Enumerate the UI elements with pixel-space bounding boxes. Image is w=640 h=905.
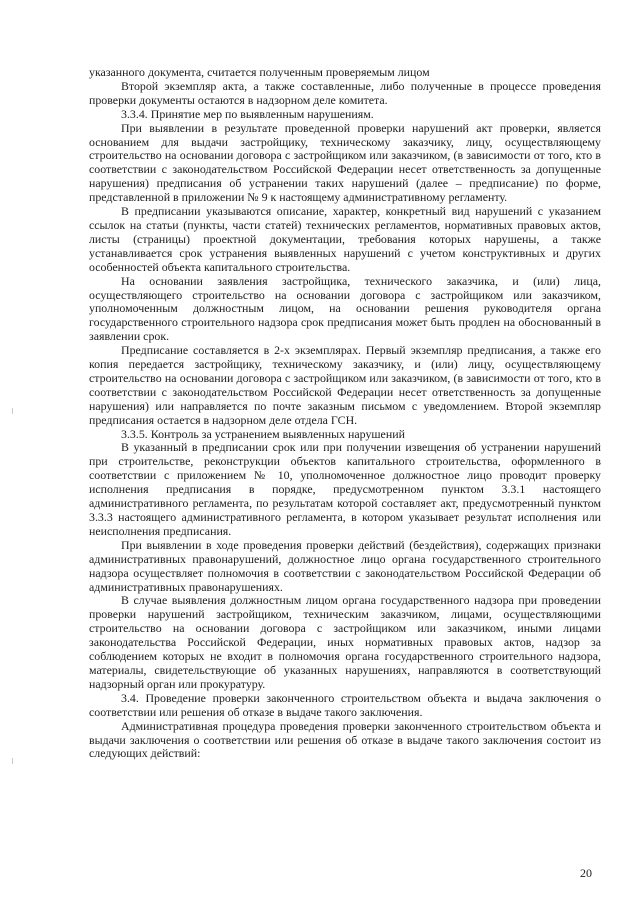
paragraph-administrative-offences: При выявлении в ходе проведения проверки действий (бездействия), содержащих признаки административных правонарушений, должностное лицо органа государственного строительного надзора осуществляет полномочия в соответствии с законодательством Российской Федерации об административных правонарушениях.	[89, 537, 601, 594]
paragraph-other-violations: В случае выявления должностным лицом органа государственного надзора при проведении проверки нарушений застройщиком, техническим заказчиком, лицами, осуществляющими строительство на основании договора с застройщиком или заказчиком, иными лицами законодательства Российской Федерации, иных нормативных правовых актов, надзор за соблюдением которых не входит в полномочия органа государственного строительного надзора, материалы, свидетельствующие об указанных нарушениях, направляются в соответствующий надзорный орган или прокуратуру.	[89, 593, 601, 691]
document-body	[89, 66, 601, 761]
section-heading-3-3-5: 3.3.5. Контроль за устранением выявленных нарушений	[121, 426, 405, 441]
scan-mark	[12, 758, 13, 764]
paragraph-continuation: указанного документа, считается полученным проверяемым лицом	[89, 65, 430, 79]
paragraph-violations-act: При выявлении в результате проведенной проверки нарушений акт проверки, является основанием для выдачи застройщику, техническому заказчику, лицу, осуществляющему строительство на основании договора с застройщиком или заказчиком, (в зависимости от того, кто в соответствии с законодательством Российской Федерации несет ответственность за допущенные нарушения) предписания об устранении таких нарушений (далее – предписание) по форме, представленной в приложении № 9 к настоящему административному регламенту.	[89, 120, 601, 205]
scan-mark	[12, 408, 13, 414]
paragraph-extension: На основании заявления застройщика, технического заказчика, и (или) лица, осуществляющего строительство на основании договора с застройщиком или заказчиком, уполномоченным должностным лицом, на основании решения руководителя органа государственного строительного надзора срок предписания может быть продлен на обоснованный в заявлении срок.	[89, 273, 601, 344]
section-heading-3-3-4: 3.3.4. Принятие мер по выявленным нарушениям.	[121, 106, 374, 121]
paragraph-control: В указанный в предписании срок или при получении извещения об устранении нарушений при строительстве, реконструкции объектов капитального строительства, оформленного в соответствии с приложением № 10, уполномоченное должностное лицо проводит проверку исполнения предписания в порядке, предусмотренном пунктом 3.3.1 настоящего административного регламента, по результатам которой составляет акт, предусмотренный пунктом 3.3.3 настоящего административного регламента, в котором указывает результат исполнения или неисполнения предписания.	[89, 440, 601, 538]
paragraph-copies: Предписание составляется в 2-х экземплярах. Первый экземпляр предписания, а также его копия передается застройщику, техническому заказчику, и (или) лицу, осуществляющему строительство на основании договора с застройщиком или заказчиком, (в зависимости от того, кто в соответствии с законодательством Российской Федерации несет ответственность за допущенные нарушения) или направляется по почте заказным письмом с уведомлением. Второй экземпляр предписания остается в надзорном деле отдела ГСН.	[89, 343, 601, 427]
page-number: 20	[580, 866, 592, 880]
section-heading-3-4: 3.4. Проведение проверки законченного строительством объекта и выдача заключения о соответствии или решения об отказе в выдаче такого заключения.	[89, 690, 601, 719]
paragraph-prescription-content: В предписании указываются описание, характер, конкретный вид нарушений с указанием ссылок на статьи (пункты, части статей) технических регламентов, нормативных правовых актов, листы (страницы) проектной документации, требования которых нарушены, а также устанавливается срок устранения выявленных нарушений с учетом конструктивных и других особенностей объекта капитального строительства.	[89, 204, 601, 274]
paragraph-second-copy: Второй экземпляр акта, а также составленные, либо полученные в процессе проведения проверки документы остаются в надзорном деле комитета.	[89, 78, 601, 107]
paragraph-procedure: Административная процедура проведения проверки законченного строительством объекта и выдачи заключения о соответствии или решения об отказе в выдаче такого заключения состоит из следующих действий:	[89, 718, 601, 761]
